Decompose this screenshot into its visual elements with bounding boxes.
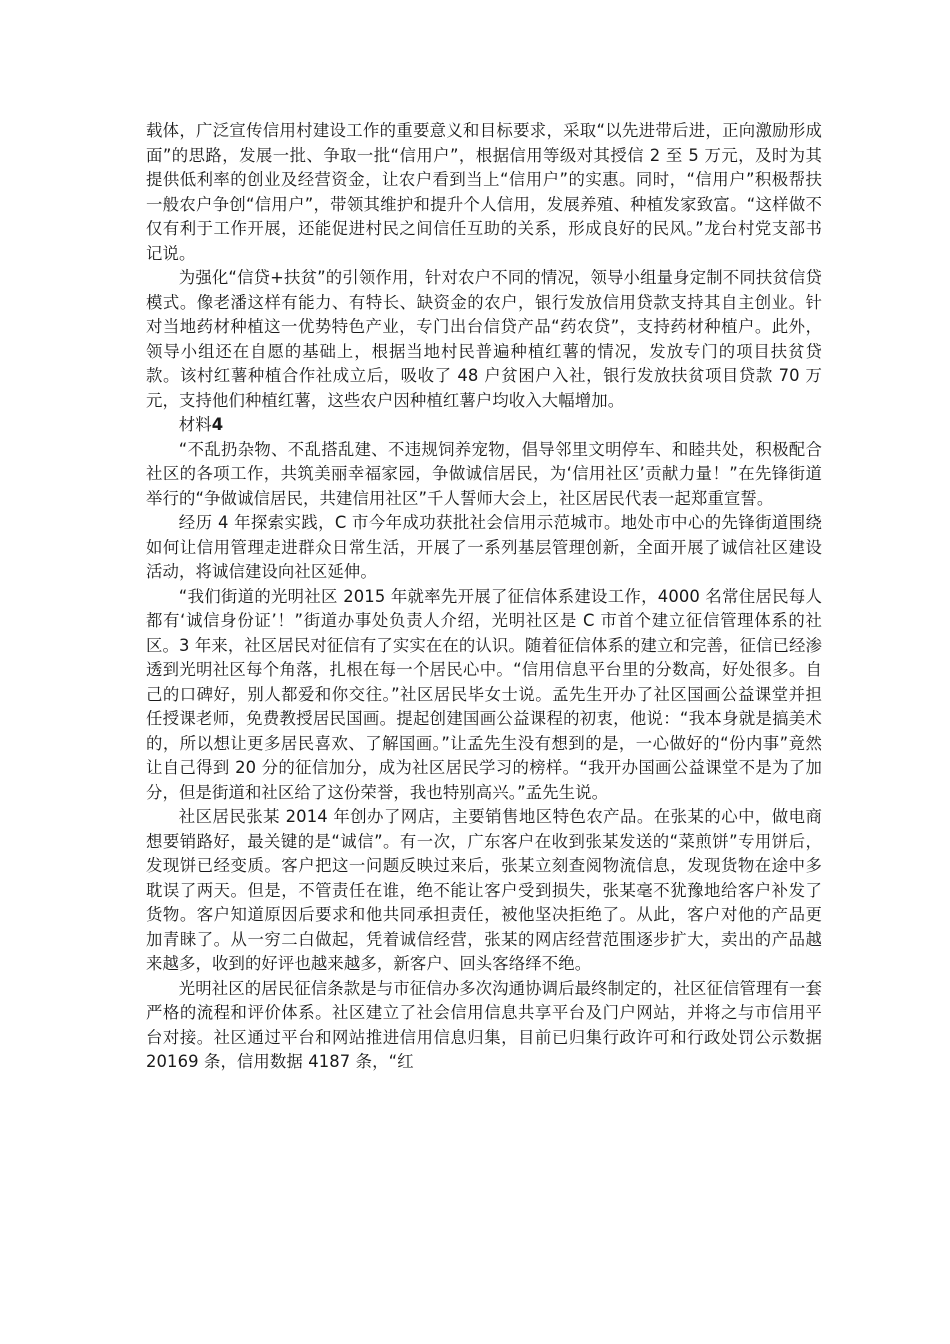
section-heading [146, 413, 822, 438]
paragraph: 经历 4 年探索实践，C 市今年成功获批社会信用示范城市。地处市中心的先锋街道围绕如何让信用管理走进群众日常生活，开展了一系列基层管理创新，全面开展了诚信社区建设活动，将诚信建设向社区延伸。 [146, 513, 822, 581]
section-heading-label: 材料 [178, 415, 212, 434]
section-heading-number: 4 [211, 415, 224, 434]
paragraph: 光明社区的居民征信条款是与市征信办多次沟通协调后最终制定的，社区征信管理有一套严格的流程和评价体系。社区建立了社会信用信息共享平台及门户网站，并将之与市信用平台对接。社区通过平台和网站推进信用信息归集，目前已归集行政许可和行政处罚公示数据 20169 条，信用数据 4187 条，“红 [146, 978, 822, 1071]
paragraph: 社区居民张某 2014 年创办了网店，主要销售地区特色农产品。在张某的心中，做电商想要销路好，最关键的是“诚信”。有一次，广东客户在收到张某发送的“菜煎饼”专用饼后，发现饼已经变质。客户把这一问题反映过来后，张某立刻查阅物流信息，发现货物在途中多耽误了两天。但是，不管责任在谁，绝不能让客户受到损失，张某毫不犹豫地给客户补发了货物。客户知道原因后要求和他共同承担责任，被他坚决拒绝了。从此，客户对他的产品更加青睐了。从一穷二白做起，凭着诚信经营，张某的网店经营范围逐步扩大，卖出的产品越来越多，收到的好评也越来越多，新客户、回头客络绎不绝。 [146, 807, 822, 973]
paragraph: “不乱扔杂物、不乱搭乱建、不违规饲养宠物，倡导邻里文明停车、和睦共处，积极配合社区的各项工作，共筑美丽幸福家园，争做诚信居民，为‘信用社区’贡献力量！”在先锋街道举行的“争做诚信居民，共建信用社区”千人誓师大会上，社区居民代表一起郑重宣誓。 [146, 439, 822, 508]
paragraph: 为强化“信贷+扶贫”的引领作用，针对农户不同的情况，领导小组量身定制不同扶贫信贷模式。像老潘这样有能力、有特长、缺资金的农户，银行发放信用贷款支持其自主创业。针对当地药材种植这一优势特色产业，专门出台信贷产品“药农贷”，支持药材种植户。此外，领导小组还在自愿的基础上，根据当地村民普遍种植红薯的情况，发放专门的项目扶贫贷款。该村红薯种植合作社成立后，吸收了 48 户贫困户入社，银行发放扶贫项目贷款 70 万元，支持他们种植红薯，这些农户因种植红薯户均收入大幅增加。 [146, 268, 822, 410]
document-body [146, 119, 822, 1075]
paragraph: “我们街道的光明社区 2015 年就率先开展了征信体系建设工作，4000 名常住居民每人都有‘诚信身份证’！”街道办事处负责人介绍，光明社区是 C 市首个建立征信管理体系的社区。3 年来，社区居民对征信有了实实在在的认识。随着征信体系的建立和完善，征信已经渗透到光明社区每个角落，扎根在每一个居民心中。“信用信息平台里的分数高，好处很多。自己的口碑好，别人都爱和你交往。”社区居民毕女士说。孟先生开办了社区国画公益课堂并担任授课老师，免费教授居民国画。提起创建国画公益课程的初衷，他说：“我本身就是搞美术的，所以想让更多居民喜欢、了解国画。”让孟先生没有想到的是，一心做好的“份内事”竟然让自己得到 20 分的征信加分，成为社区居民学习的榜样。“我开办国画公益课堂不是为了加分，但是街道和社区给了这份荣誉，我也特别高兴。”孟先生说。 [146, 586, 822, 802]
paragraph-continued: 载体，广泛宣传信用村建设工作的重要意义和目标要求，采取“以先进带后进，正向激励形成面”的思路，发展一批、争取一批“信用户”，根据信用等级对其授信 2 至 5 万元，及时为其提供低利率的创业及经营资金，让农户看到当上“信用户”的实惠。同时，“信用户”积极帮扶一般农户争创“信用户”，带领其维护和提升个人信用，发展养殖、种植发家致富。“这样做不仅有利于工作开展，还能促进村民之间信任互助的关系，形成良好的民风。”龙台村党支部书记说。 [146, 121, 822, 263]
